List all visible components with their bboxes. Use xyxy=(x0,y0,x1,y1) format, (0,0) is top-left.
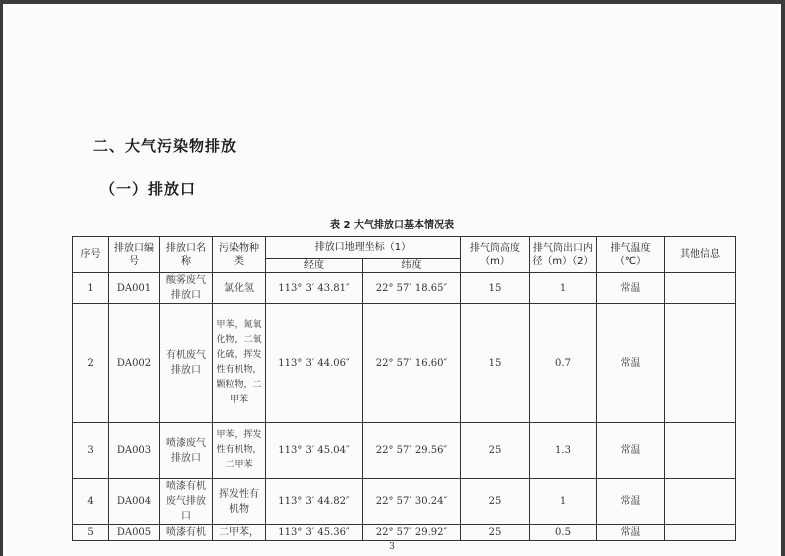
page-number: 3 xyxy=(389,542,395,552)
cell-other xyxy=(665,479,736,525)
cell-other xyxy=(665,423,736,479)
header-coords: 排放口地理坐标（1） xyxy=(266,237,461,259)
cell-temperature: 常温 xyxy=(597,273,665,304)
cell-pollutants: 甲苯，挥发性有机物，二甲苯 xyxy=(213,423,266,479)
cell-height: 25 xyxy=(461,479,530,525)
cell-longitude: 113° 3′ 44.82″ xyxy=(266,479,363,525)
cell-pollutants: 甲苯，氮氧化物，二氧化硫，挥发性有机物，颗粒物，二甲苯 xyxy=(213,304,266,423)
cell-longitude: 113° 3′ 45.04″ xyxy=(266,423,363,479)
document-page xyxy=(3,4,781,556)
cell-name: 喷漆有机 xyxy=(160,525,213,541)
cell-name: 有机废气排放口 xyxy=(160,304,213,423)
header-longitude: 经度 xyxy=(266,259,363,273)
table-row xyxy=(73,423,736,479)
cell-diameter: 1.3 xyxy=(530,423,597,479)
cell-other xyxy=(665,304,736,423)
cell-latitude: 22° 57′ 16.60″ xyxy=(363,304,461,423)
cell-other xyxy=(665,273,736,304)
section-title: 二、大气污染物排放 xyxy=(93,137,238,155)
cell-longitude: 113° 3′ 43.81″ xyxy=(266,273,363,304)
cell-code: DA005 xyxy=(109,525,160,541)
header-seq: 序号 xyxy=(73,237,109,273)
cell-latitude: 22° 57′ 30.24″ xyxy=(363,479,461,525)
cell-code: DA004 xyxy=(109,479,160,525)
cell-latitude: 22° 57′ 18.65″ xyxy=(363,273,461,304)
cell-seq: 5 xyxy=(73,525,109,541)
header-diameter: 排气筒出口内径（m）（2） xyxy=(530,237,597,273)
cell-name: 酸雾废气排放口 xyxy=(160,273,213,304)
cell-temperature: 常温 xyxy=(597,479,665,525)
header-name: 排放口名称 xyxy=(160,237,213,273)
cell-code: DA003 xyxy=(109,423,160,479)
table-row xyxy=(73,273,736,304)
cell-name: 喷漆有机废气排放口 xyxy=(160,479,213,525)
cell-pollutants: 氯化氢 xyxy=(213,273,266,304)
cell-seq: 4 xyxy=(73,479,109,525)
table-row xyxy=(73,304,736,423)
cell-seq: 3 xyxy=(73,423,109,479)
header-height: 排气筒高度（m） xyxy=(461,237,530,273)
header-latitude: 纬度 xyxy=(363,259,461,273)
cell-longitude: 113° 3′ 44.06″ xyxy=(266,304,363,423)
section-subtitle: （一）排放口 xyxy=(100,180,197,198)
cell-diameter: 1 xyxy=(530,479,597,525)
header-other: 其他信息 xyxy=(665,237,736,273)
cell-longitude: 113° 3′ 45.36″ xyxy=(266,525,363,541)
table-row xyxy=(73,525,736,541)
emission-outlet-table xyxy=(72,236,736,541)
cell-diameter: 0.7 xyxy=(530,304,597,423)
header-temperature: 排气温度（℃） xyxy=(597,237,665,273)
cell-code: DA001 xyxy=(109,273,160,304)
cell-temperature: 常温 xyxy=(597,304,665,423)
cell-latitude: 22° 57′ 29.92″ xyxy=(363,525,461,541)
cell-pollutants: 二甲苯， xyxy=(213,525,266,541)
cell-seq: 2 xyxy=(73,304,109,423)
cell-pollutants: 挥发性有机物 xyxy=(213,479,266,525)
table-row xyxy=(73,479,736,525)
cell-code: DA002 xyxy=(109,304,160,423)
cell-height: 15 xyxy=(461,273,530,304)
cell-height: 25 xyxy=(461,525,530,541)
cell-other xyxy=(665,525,736,541)
cell-temperature: 常温 xyxy=(597,423,665,479)
header-pollutants: 污染物种类 xyxy=(213,237,266,273)
cell-seq: 1 xyxy=(73,273,109,304)
cell-height: 25 xyxy=(461,423,530,479)
cell-diameter: 0.5 xyxy=(530,525,597,541)
cell-diameter: 1 xyxy=(530,273,597,304)
cell-latitude: 22° 57′ 29.56″ xyxy=(363,423,461,479)
cell-name: 喷漆废气排放口 xyxy=(160,423,213,479)
cell-height: 15 xyxy=(461,304,530,423)
cell-temperature: 常温 xyxy=(597,525,665,541)
table-caption: 表 2 大气排放口基本情况表 xyxy=(330,220,454,231)
header-code: 排放口编号 xyxy=(109,237,160,273)
